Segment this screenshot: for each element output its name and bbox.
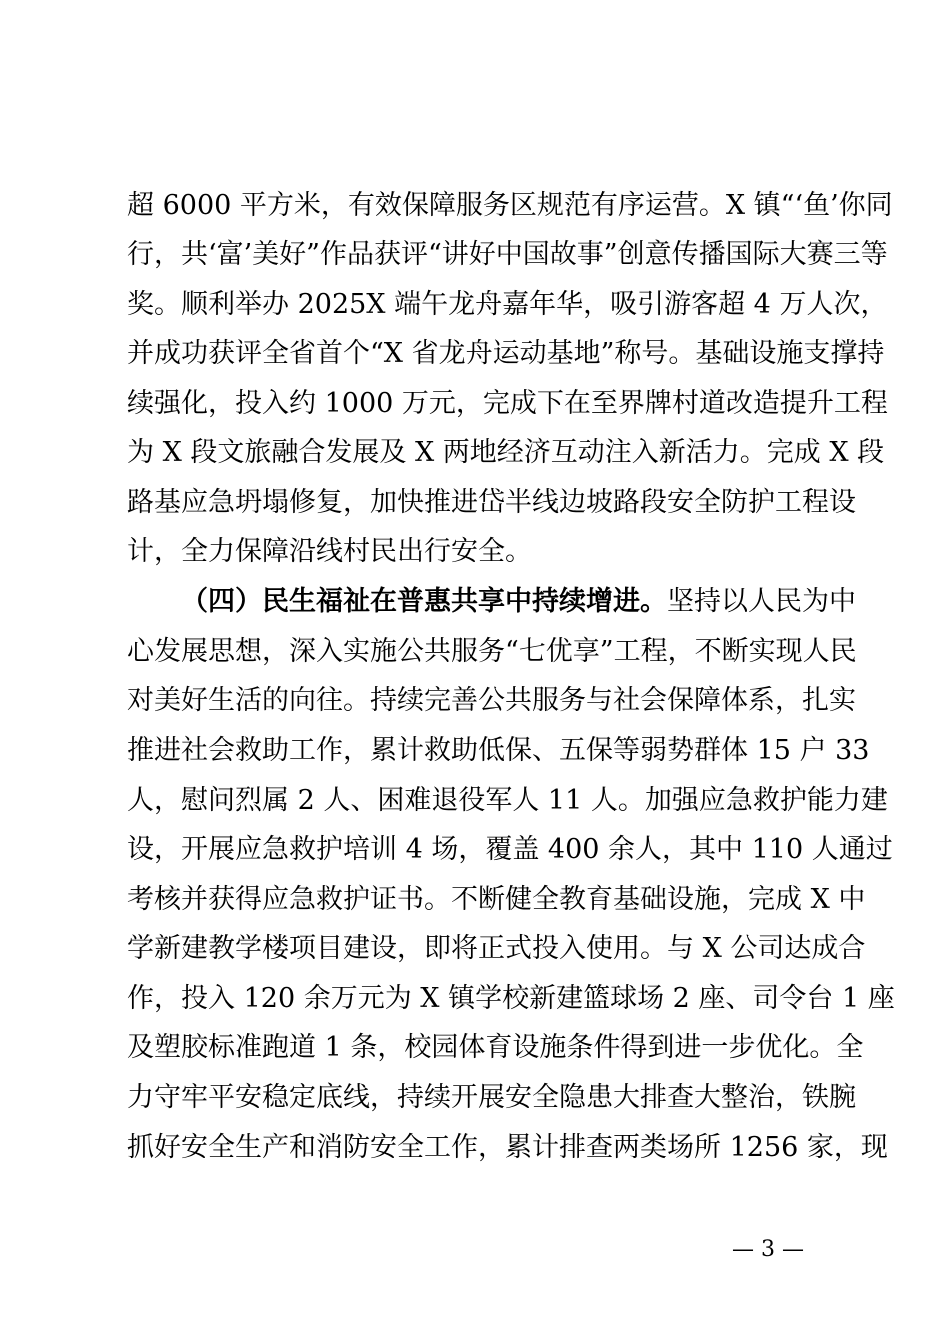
paragraph-line: 为 X 段文旅融合发展及 X 两地经济互动注入新活力。完成 X 段: [127, 437, 885, 468]
paragraph-line: 超 6000 平方米，有效保障服务区规范有序运营。X 镇“‘鱼’你同: [127, 190, 893, 221]
paragraph-line: 力守牢平安稳定底线，持续开展安全隐患大排查大整治，铁腕: [127, 1082, 856, 1113]
paragraph-line: 学新建教学楼项目建设，即将正式投入使用。与 X 公司达成合: [127, 933, 866, 964]
paragraph-first-line: [181, 585, 856, 619]
paragraph-line: 续强化，投入约 1000 万元，完成下在至界牌村道改造提升工程: [127, 388, 888, 419]
page-number: — 3 —: [732, 1237, 804, 1262]
paragraph-line: 推进社会救助工作，累计救助低保、五保等弱势群体 15 户 33: [127, 735, 870, 766]
paragraph-line: 作，投入 120 余万元为 X 镇学校新建篮球场 2 座、司令台 1 座: [127, 983, 895, 1014]
paragraph-line: 并成功获评全省首个“X 省龙舟运动基地”称号。基础设施支撑持: [127, 338, 885, 369]
heading-trailing-text: 坚持以人民为中: [667, 586, 856, 617]
paragraph-line: 路基应急坍塌修复，加快推进岱半线边坡路段安全防护工程设: [127, 487, 856, 518]
paragraph-line: 设，开展应急救护培训 4 场，覆盖 400 余人，其中 110 人通过: [127, 834, 893, 865]
paragraph-line: 考核并获得应急救护证书。不断健全教育基础设施，完成 X 中: [127, 884, 866, 915]
paragraph-line: 奖。顺利举办 2025X 端午龙舟嘉年华，吸引游客超 4 万人次，: [127, 289, 888, 320]
paragraph-line: 人，慰问烈属 2 人、困难退役军人 11 人。加强应急救护能力建: [127, 785, 888, 816]
paragraph-line: 对美好生活的向往。持续完善公共服务与社会保障体系，扎实: [127, 685, 856, 716]
paragraph-line: 抓好安全生产和消防安全工作，累计排查两类场所 1256 家，现: [127, 1132, 888, 1163]
paragraph-line: 行，共‘富’美好”作品获评“讲好中国故事”创意传播国际大赛三等: [127, 239, 888, 270]
section-heading: （四）民生福祉在普惠共享中持续增进。: [181, 586, 667, 617]
paragraph-line: 心发展思想，深入实施公共服务“七优享”工程，不断实现人民: [127, 636, 857, 667]
paragraph-line: 及塑胶标准跑道 1 条，校园体育设施条件得到进一步优化。全: [127, 1032, 864, 1063]
paragraph-line: 计，全力保障沿线村民出行安全。: [127, 536, 532, 567]
